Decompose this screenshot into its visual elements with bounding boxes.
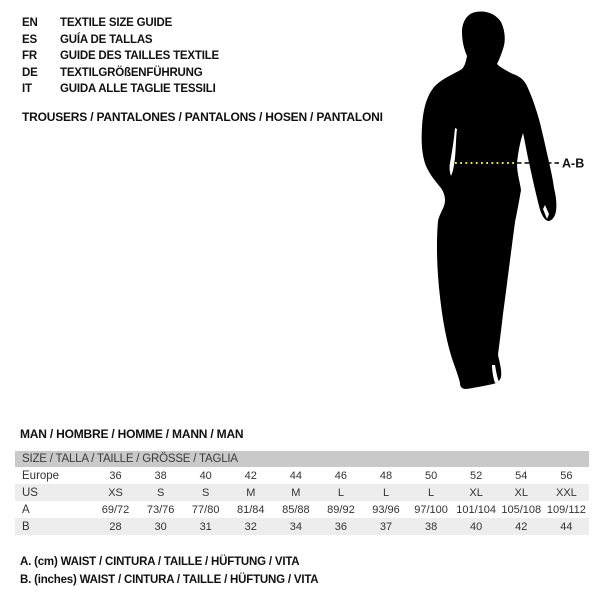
row-label: US (22, 486, 38, 499)
language-code: IT (22, 83, 32, 95)
size-cell: 54 (515, 469, 528, 482)
size-cell: 109/112 (546, 503, 586, 516)
size-cell: 52 (470, 469, 483, 482)
size-cell: 93/96 (372, 503, 400, 516)
size-cell: 56 (560, 469, 573, 482)
size-cell: 69/72 (101, 503, 130, 516)
language-label: GUIDA ALLE TAGLIE TESSILI (60, 83, 216, 95)
size-cell: XS (108, 486, 123, 499)
size-cell: XL (469, 486, 483, 499)
waist-measure-label: A-B (562, 156, 585, 171)
table-row (15, 501, 589, 518)
size-cell: 28 (109, 520, 122, 533)
man-silhouette-graphic (410, 0, 600, 400)
size-cell: 73/76 (146, 503, 175, 516)
language-code: EN (22, 17, 38, 29)
size-cell: 85/88 (282, 503, 310, 516)
size-cell: 44 (560, 520, 573, 533)
size-table-header: SIZE / TALLA / TAILLE / GRÖSSE / TAGLIA (15, 451, 589, 467)
language-label: GUIDE DES TAILLES TEXTILE (60, 50, 219, 62)
size-cell: 36 (109, 469, 122, 482)
measurement-note: B. (inches) WAIST / CINTURA / TAILLE / HÜFTUNG / VITA (20, 573, 319, 586)
size-cell: 77/80 (191, 503, 220, 516)
language-list (22, 15, 219, 98)
measurement-note: A. (cm) WAIST / CINTURA / TAILLE / HÜFTUNG / VITA (20, 556, 300, 568)
category-title: TROUSERS / PANTALONES / PANTALONS / HOSEN / PANTALONI (22, 110, 383, 124)
size-table-grid (15, 467, 589, 535)
size-cell: 32 (244, 520, 257, 533)
table-row (15, 518, 589, 535)
language-code: FR (22, 50, 37, 62)
size-cell: L (428, 486, 435, 499)
language-row (22, 32, 219, 49)
size-cell: S (202, 486, 210, 499)
size-cell: 46 (334, 469, 348, 482)
size-cell: 30 (154, 520, 167, 533)
row-label: B (22, 520, 30, 533)
size-cell: XL (514, 486, 528, 499)
size-table (15, 451, 589, 535)
language-label: TEXTILGRÖßENFÜHRUNG (60, 66, 203, 79)
row-label: Europe (22, 469, 60, 482)
language-row (22, 48, 219, 65)
size-cell: 44 (289, 469, 302, 482)
size-cell: XXL (555, 486, 577, 499)
language-label: TEXTILE SIZE GUIDE (60, 17, 173, 29)
size-cell: M (246, 486, 256, 499)
size-cell: 81/84 (237, 503, 265, 516)
language-code: ES (22, 33, 37, 46)
size-cell: 42 (244, 469, 257, 482)
size-cell: L (382, 486, 390, 499)
table-row (15, 467, 589, 484)
man-body-shape (422, 11, 557, 389)
size-cell: L (337, 486, 344, 499)
size-cell: 50 (424, 469, 438, 482)
size-cell: 89/92 (327, 503, 355, 516)
measurement-notes (20, 554, 318, 589)
size-cell: 40 (199, 469, 212, 482)
size-cell: 40 (470, 520, 483, 533)
row-label: A (22, 503, 30, 516)
size-cell: 42 (515, 520, 528, 533)
size-cell: M (291, 486, 301, 499)
size-cell: 48 (379, 469, 393, 482)
gender-title: MAN / HOMBRE / HOMME / MANN / MAN (20, 427, 244, 441)
size-cell: 34 (289, 520, 302, 533)
size-cell: 36 (334, 520, 348, 533)
table-row (15, 484, 589, 501)
language-row (22, 65, 219, 82)
language-row (22, 15, 219, 32)
size-cell: 31 (199, 520, 212, 533)
language-code: DE (22, 66, 38, 79)
size-cell: 38 (154, 469, 167, 482)
language-row (22, 81, 219, 98)
size-cell: 101/104 (456, 503, 497, 516)
size-cell: S (156, 486, 165, 499)
size-cell: 37 (379, 520, 393, 533)
figure-silhouette (410, 0, 600, 400)
language-label: GUÍA DE TALLAS (60, 33, 153, 46)
size-cell: 38 (424, 520, 438, 533)
size-cell: 105/108 (501, 503, 542, 516)
size-cell: 97/100 (414, 503, 448, 516)
